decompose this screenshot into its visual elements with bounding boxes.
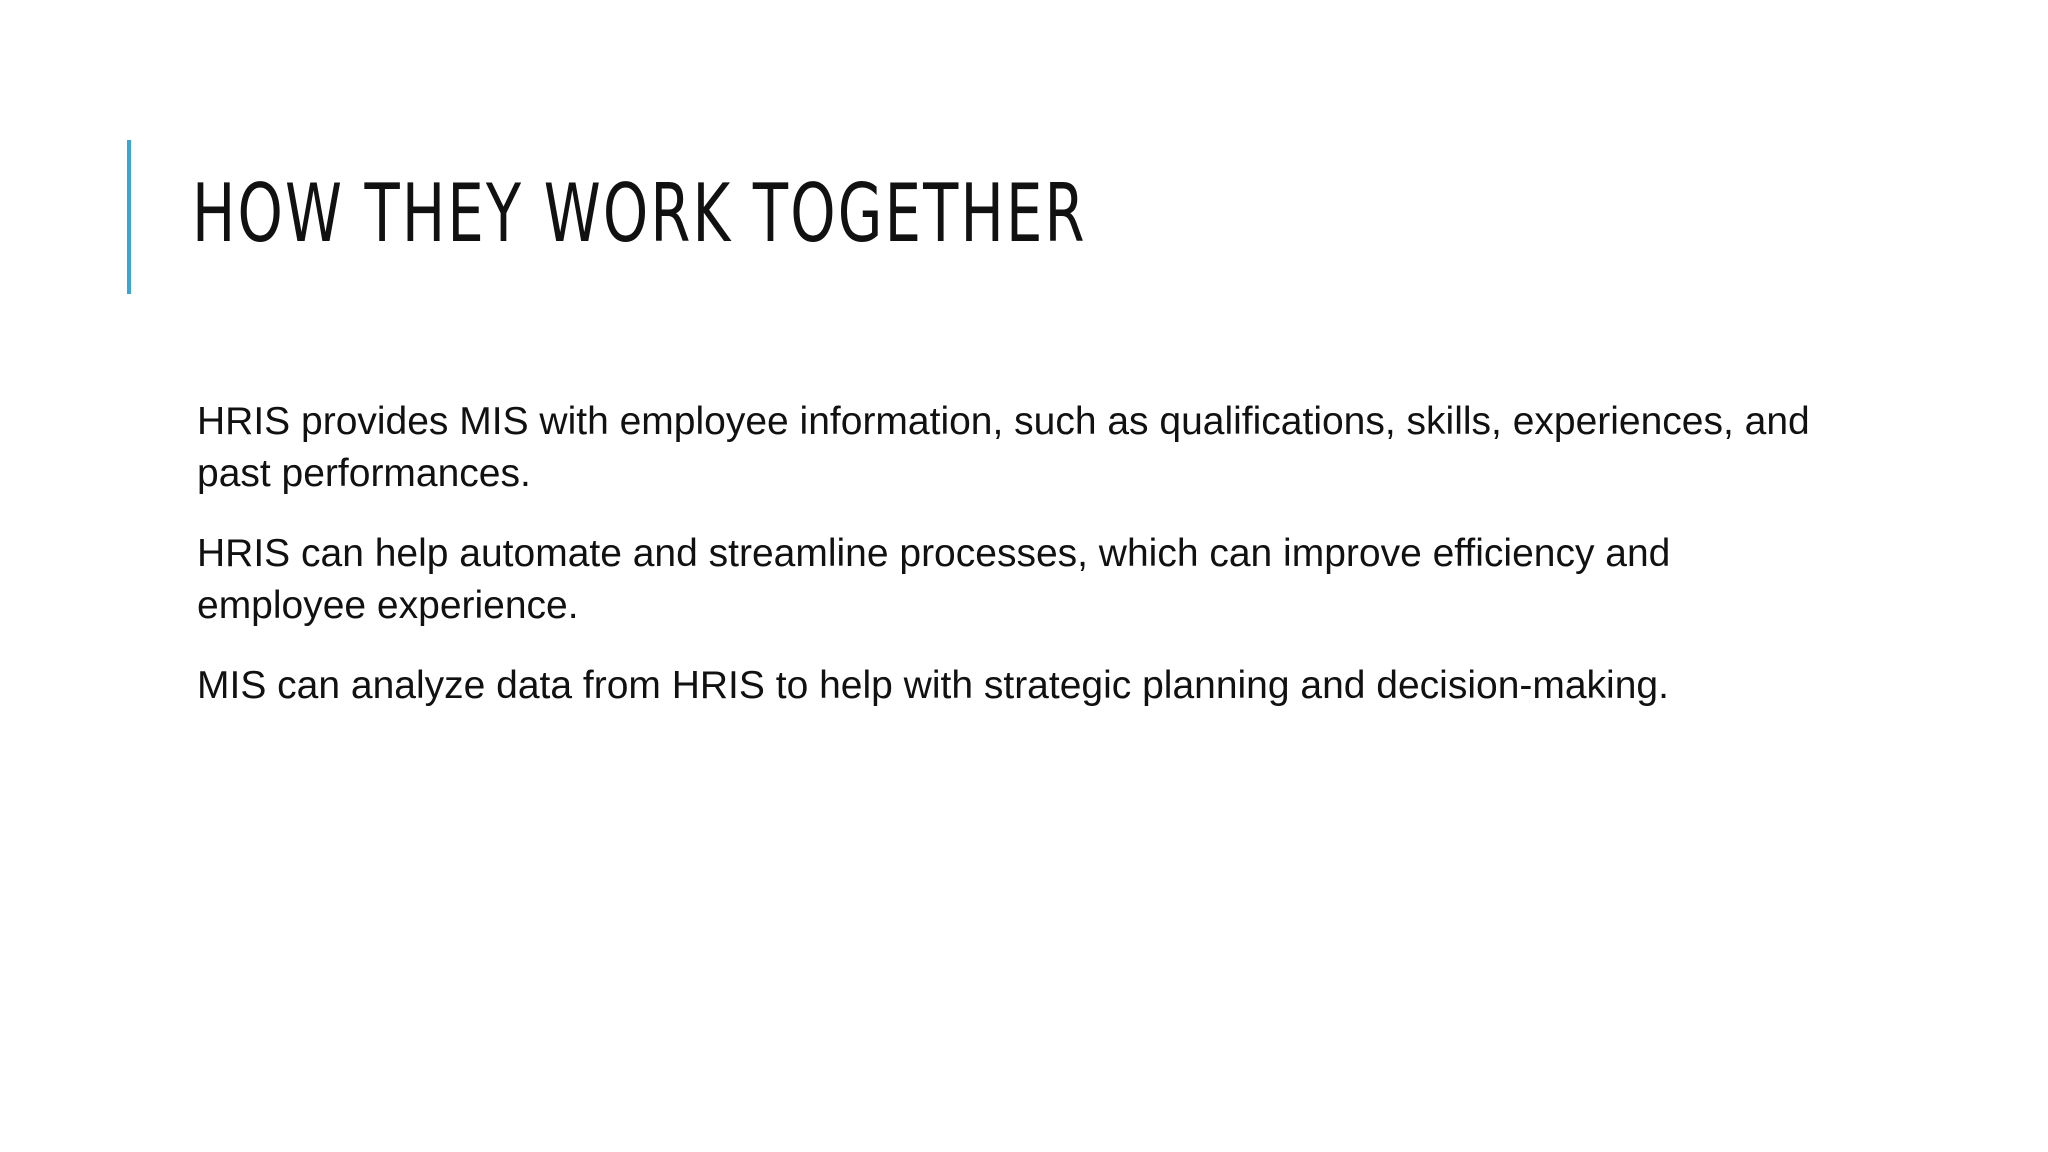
paragraph-mis-analyze: MIS can analyze data from HRIS to help with strategic planning and decision-making. [197,664,1669,707]
slide-body [197,396,1837,740]
paragraph-hris-automate: HRIS can help automate and streamline processes, which can improve efficiency and employee experience. [197,532,1671,627]
slide-title: HOW THEY WORK TOGETHER [192,167,1087,260]
paragraph-hris-provides: HRIS provides MIS with employee information, such as qualifications, skills, experiences, and past performances. [197,400,1810,495]
title-accent-bar [127,140,131,294]
